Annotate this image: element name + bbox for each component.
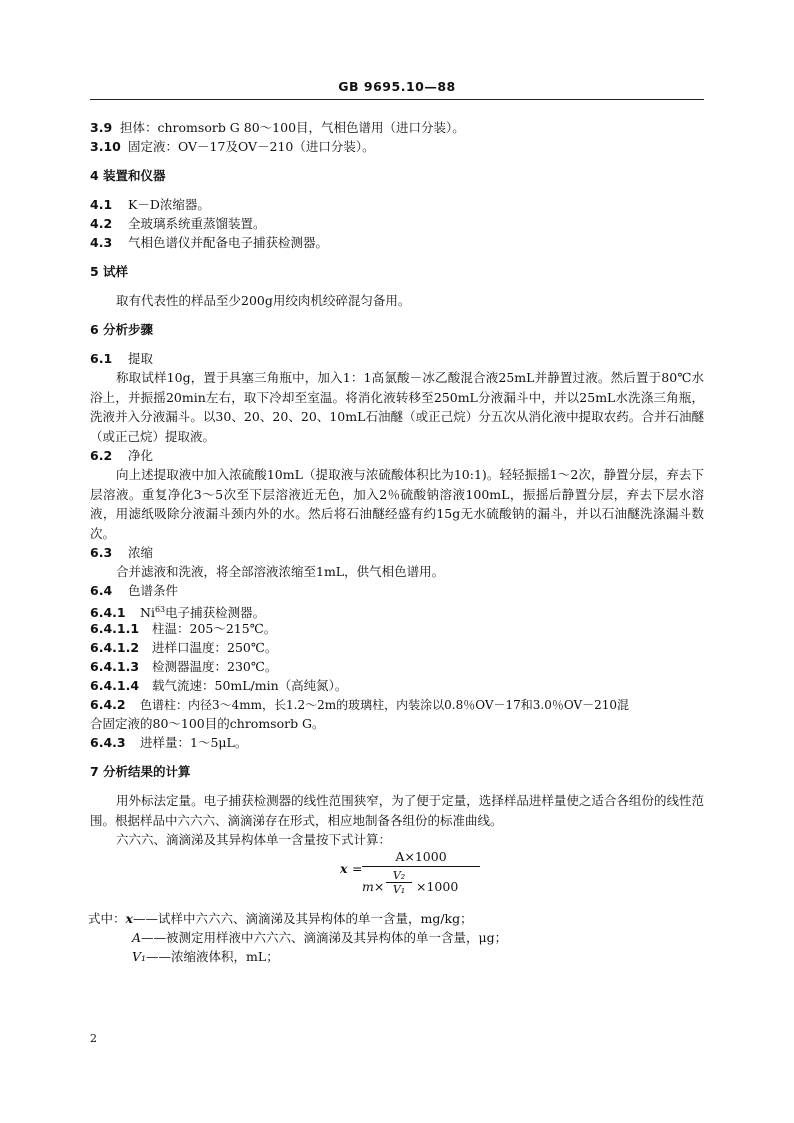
clause-6-4-1-2: 6.4.1.2 进样口温度：250℃。 — [90, 640, 278, 655]
page-number: 2 — [90, 1032, 97, 1045]
clause-3-10: 3.10 固定液：OV－17及OV－210（进口分装）。 — [90, 139, 375, 154]
clause-4-1: 4.1 K－D浓缩器。 — [90, 197, 210, 212]
clause-6-4-2-continued: 合固定液的80～100目的chromsorb G。 — [90, 716, 325, 731]
section-5-heading: 5 试样 — [90, 264, 129, 279]
extraction-paragraph: 称取试样10g，置于具塞三角瓶中，加入1：1高氯酸－冰乙酸混合液25mL并静置过液。然后置于80℃水浴上，并振摇20min左右，取下冷却至室温。将消化液转移至250mL分液漏斗中，并以25mL水洗涤三角瓶，洗液并入分液漏斗。以30、20、20、20、10mL石油醚（或正己烷）分五次从消化液中提取农药。合并石油醚（或正己烷）提取液。 — [90, 370, 704, 444]
clause-6-4-1-3: 6.4.1.3 检测器温度：230℃。 — [90, 659, 278, 674]
clause-6-4-2: 6.4.2 色谱柱：内径3～4mm，长1.2～2m的玻璃柱，内装涂以0.8％OV－17和3.0％OV－210混 — [90, 697, 630, 712]
section-4-heading: 4 装置和仪器 — [90, 168, 166, 183]
formula-x: x — [340, 861, 348, 876]
formula-numerator: A×1000 — [395, 849, 447, 864]
legend-v1: V₁——浓缩液体积，mL； — [132, 949, 279, 964]
content-formula — [90, 849, 704, 905]
formula-fraction-bar — [362, 866, 480, 867]
sample-text: 取有代表性的样品至少200g用绞肉机绞碎混匀备用。 — [116, 293, 411, 308]
clause-6-1: 6.1 提取 — [90, 351, 154, 366]
clause-6-3: 6.3 浓缩 — [90, 545, 154, 560]
formula-intro: 六六六、滴滴涕及其异构体单一含量按下式计算： — [116, 832, 392, 847]
clause-6-4-3: 6.4.3 进样量：1～5μL。 — [90, 735, 248, 750]
calculation-paragraph: 用外标法定量。电子捕获检测器的线性范围狭窄，为了便于定量，选择样品进样量使之适合各组份的线性范围。根据样品中六六六、滴滴涕存在形式，相应地制备各组份的标准曲线。 — [90, 793, 704, 828]
clause-3-9: 3.9 担体：chromsorb G 80～100目，气相色谱用（进口分装）。 — [90, 120, 465, 135]
standard-number-header: GB 9695.10—88 — [338, 79, 456, 94]
clause-4-2: 4.2 全玻璃系统重蒸馏装置。 — [90, 216, 266, 231]
clause-6-2: 6.2 净化 — [90, 448, 154, 463]
clause-4-3: 4.3 气相色谱仪并配备电子捕获检测器。 — [90, 235, 329, 250]
header-rule — [90, 99, 704, 100]
clause-6-4-1: 6.4.1 Ni$^{63}$电子捕获检测器。 — [90, 605, 266, 621]
clause-6-4-1-1: 6.4.1.1 柱温：205～215℃。 — [90, 621, 277, 636]
clause-6-4: 6.4 色谱条件 — [90, 583, 179, 598]
formula-equals: = — [352, 861, 363, 876]
formula-legend — [90, 909, 704, 966]
section-6-heading: 6 分析步骤 — [90, 322, 154, 337]
legend-a: A——被测定用样液中六六六、滴滴涕及其异构体的单一含量，μg； — [132, 930, 508, 945]
volume-ratio: V₂ V₁ — [386, 869, 412, 897]
legend-x: 式中：x——试样中六六六、滴滴涕及其异构体的单一含量，mg/kg； — [88, 911, 473, 926]
concentration-text: 合并滤液和洗液，将全部溶液浓缩至1mL，供气相色谱用。 — [116, 564, 445, 579]
clause-6-4-1-4: 6.4.1.4 载气流速：50mL/min（高纯氮）。 — [90, 678, 348, 693]
section-7-heading: 7 分析结果的计算 — [90, 764, 191, 779]
purification-paragraph: 向上述提取液中加入浓硫酸10mL（提取液与浓硫酸体积比为10:1)。轻轻振摇1～2次，静置分层，弃去下层溶液。重复净化3～5次至下层溶液近无色，加入2％硫酸钠溶液100mL，振摇后静置分层，弃去下层水溶液，用滤纸吸除分液漏斗颈内外的水。然后将石油醚经盛有约15g无水硫酸钠的漏斗，并以石油醚洗涤漏斗数次。 — [90, 467, 704, 541]
formula-denominator: m× V₂ V₁ ×1000 — [362, 869, 459, 896]
body-content — [90, 118, 704, 966]
